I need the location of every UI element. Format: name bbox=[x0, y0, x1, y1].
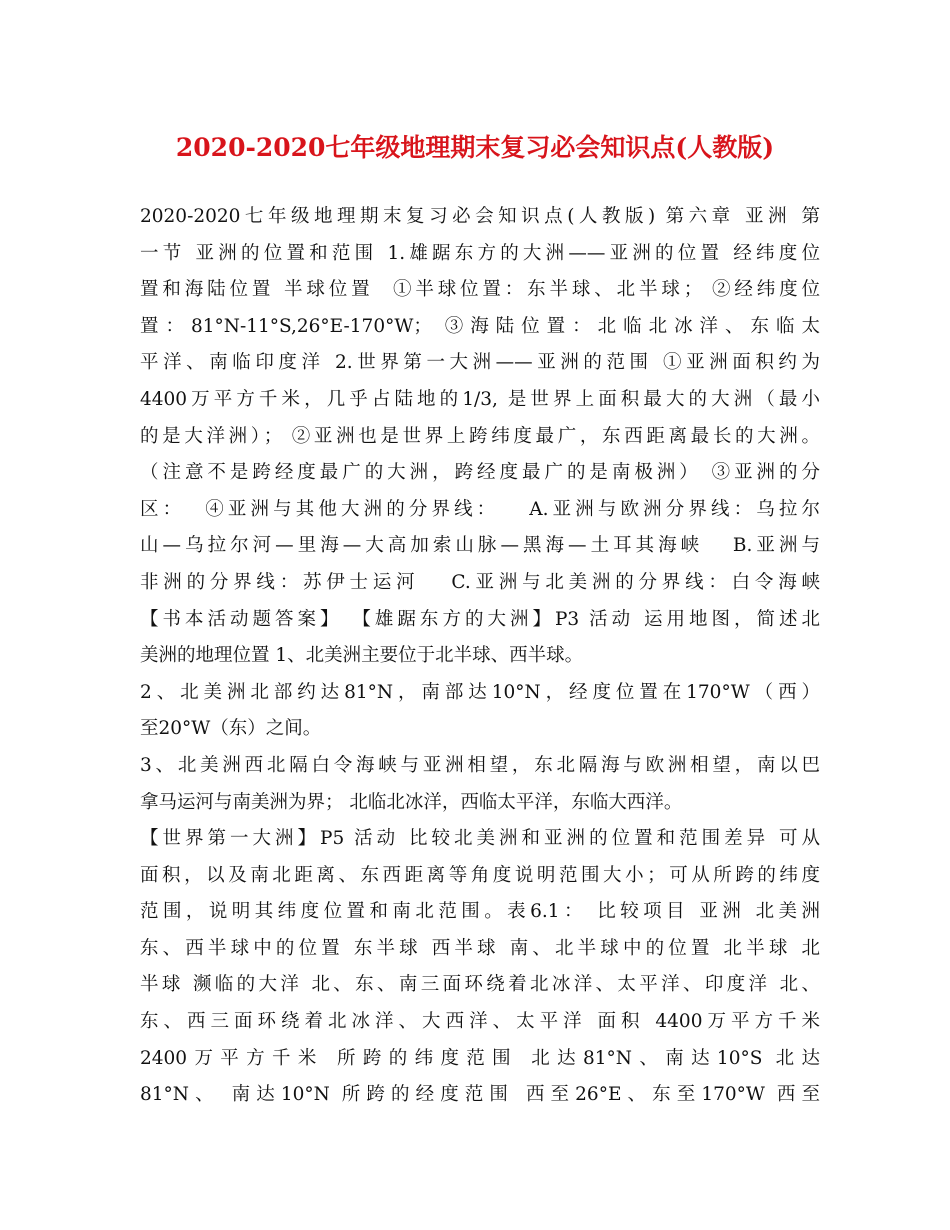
text-line: 东、西半球中的位置 东半球 西半球 南、北半球中的位置 北半球 北 bbox=[140, 937, 820, 959]
text-line: 2、北美洲北部约达81°N，南部达10°N，经度位置在170°W（西） bbox=[140, 681, 820, 703]
text-line: 3、北美洲西北隔白令海峡与亚洲相望，东北隔海与欧洲相望，南以巴 bbox=[140, 754, 820, 776]
text-line: 至20°W（东）之间。 bbox=[140, 718, 322, 740]
text-line: 东、西三面环绕着北冰洋、大西洋、太平洋 面积 4400万平方千米 bbox=[140, 1011, 820, 1033]
page-title: 2020-2020七年级地理期末复习必会知识点(人教版) bbox=[175, 133, 775, 162]
text-line: 山—乌拉尔河—里海—大高加索山脉—黑海—土耳其海峡 B.亚洲与 bbox=[140, 535, 820, 557]
text-line: 81°N、 南达10°N 所跨的经度范围 西至26°E、东至170°W 西至 bbox=[140, 1084, 820, 1106]
text-line: 的是大洋洲）； ②亚洲也是世界上跨纬度最广，东西距离最长的大洲。 bbox=[140, 425, 820, 447]
text-line: 美洲的地理位置 1、北美洲主要位于北半球、西半球。 bbox=[140, 645, 584, 667]
text-line: 平洋、南临印度洋 2.世界第一大洲——亚洲的范围 ①亚洲面积约为 bbox=[140, 352, 820, 374]
text-line: 范围，说明其纬度位置和南北范围。表6.1： 比较项目 亚洲 北美洲 bbox=[140, 901, 820, 923]
text-line: 半球 濒临的大洋 北、东、南三面环绕着北冰洋、太平洋、印度洋 北、 bbox=[140, 974, 820, 996]
text-line: （注意不是跨经度最广的大洲，跨经度最广的是南极洲） ③亚洲的分 bbox=[140, 462, 820, 484]
text-line: 【世界第一大洲】P5 活动 比较北美洲和亚洲的位置和范围差异 可从 bbox=[140, 828, 820, 850]
text-line: 【书本活动题答案】 【雄踞东方的大洲】P3 活动 运用地图，简述北 bbox=[140, 608, 820, 630]
text-line: 置：81°N-11°S,26°E-170°W； ③海陆位置：北临北冰洋、东临太 bbox=[140, 315, 820, 337]
text-line: 2400万平方千米 所跨的纬度范围 北达81°N、南达10°S 北达 bbox=[140, 1047, 820, 1069]
document-body bbox=[140, 199, 820, 1114]
text-line: 置和海陆位置 半球位置 ①半球位置：东半球、北半球； ②经纬度位 bbox=[140, 279, 820, 301]
text-line: 一节 亚洲的位置和范围 1.雄踞东方的大洲——亚洲的位置 经纬度位 bbox=[140, 242, 820, 264]
text-line: 2020-2020七年级地理期末复习必会知识点(人教版) 第六章 亚洲 第 bbox=[140, 206, 820, 227]
text-line: 4400万平方千米，几乎占陆地的1/3, 是世界上面积最大的大洲（最小 bbox=[140, 388, 820, 410]
text-line: 区： ④亚洲与其他大洲的分界线： A.亚洲与欧洲分界线：乌拉尔 bbox=[140, 498, 820, 520]
text-line: 拿马运河与南美洲为界； 北临北冰洋，西临太平洋，东临大西洋。 bbox=[140, 791, 683, 813]
text-line: 面积，以及南北距离、东西距离等角度说明范围大小；可从所跨的纬度 bbox=[140, 864, 820, 886]
text-line: 非洲的分界线：苏伊士运河 C.亚洲与北美洲的分界线：白令海峡 bbox=[140, 571, 820, 593]
